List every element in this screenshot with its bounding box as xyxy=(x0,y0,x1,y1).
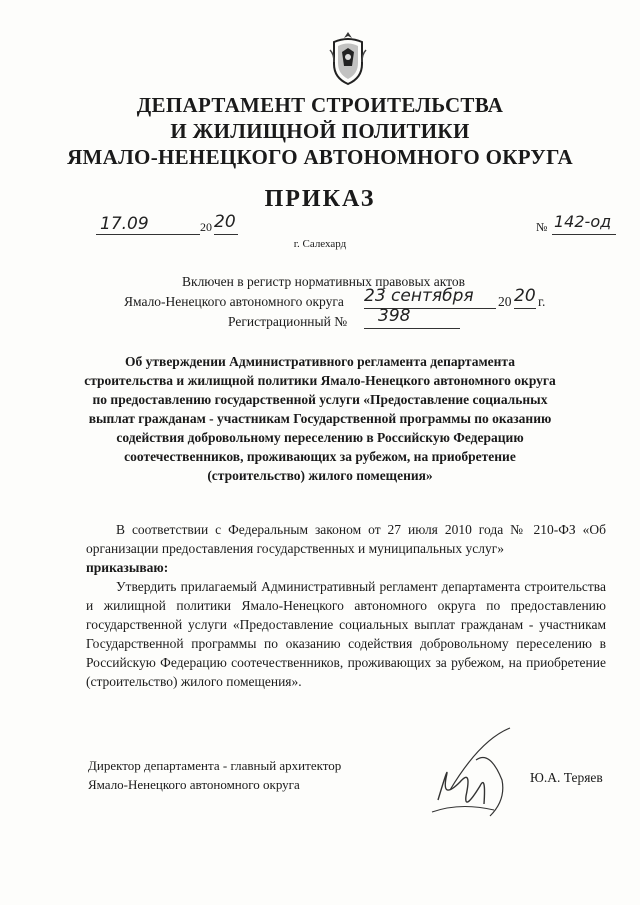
coat-of-arms-icon xyxy=(328,30,368,86)
handwritten-signature-icon xyxy=(420,720,530,830)
order-year-prefix: 20 xyxy=(200,220,212,234)
body-paragraph-2: Утвердить прилагаемый Административный регламент департамента строительства и жилищной политики Ямало-Ненецкого автономного округа по предоставлению государственной услуги «Предоставление социальных выплат гражданам - участникам Государственной программы по оказанию содействия добровольному переселению в Российскую Федерацию соотечественников, проживающих за рубежом, на приобретение (строительство) жилого помещения». xyxy=(86,579,606,689)
subject-line-5: содействия добровольному переселению в Российскую Федерацию xyxy=(116,430,524,445)
subject-line-2: строительства и жилищной политики Ямало-Ненецкого автономного округа xyxy=(84,373,556,388)
subject-line-7: (строительство) жилого помещения» xyxy=(207,468,433,483)
registration-year-suffix: г. xyxy=(538,294,546,309)
order-title: ПРИКАЗ xyxy=(264,186,376,212)
registration-number-label: Регистрационный № xyxy=(228,314,348,329)
signatory-name: Ю.А. Теряев xyxy=(530,770,603,785)
order-date-handwritten: 17.09 xyxy=(100,214,149,234)
signatory-title-line-2: Ямало-Ненецкого автономного округа xyxy=(88,777,300,792)
department-header xyxy=(60,92,580,170)
document-body xyxy=(86,520,606,691)
registration-block xyxy=(120,272,580,332)
registration-year-prefix: 20 xyxy=(498,294,512,309)
dept-line-3: ЯМАЛО-НЕНЕЦКОГО АВТОНОМНОГО ОКРУГА xyxy=(67,145,573,169)
order-number-handwritten: 142-од xyxy=(554,212,612,231)
registration-line-1: Включен в регистр нормативных правовых актов xyxy=(182,274,466,289)
document-subject xyxy=(70,352,570,485)
signatory-title-line-1: Директор департамента - главный архитектор xyxy=(88,758,342,773)
order-number-prefix: № xyxy=(536,220,548,234)
order-directive: приказываю: xyxy=(86,560,169,575)
order-number xyxy=(536,212,618,238)
subject-line-3: по предоставлению государственной услуги «Предоставление социальных xyxy=(92,392,548,407)
order-year-handwritten: 20 xyxy=(214,212,236,232)
registration-region: Ямало-Ненецкого автономного округа xyxy=(124,294,344,309)
dept-line-1: ДЕПАРТАМЕНТ СТРОИТЕЛЬСТВА xyxy=(136,93,504,117)
subject-line-4: выплат гражданам - участникам Государственной программы по оказанию xyxy=(88,411,552,426)
subject-line-1: Об утверждении Административного регламента департамента xyxy=(125,354,515,369)
order-date xyxy=(96,212,246,238)
registration-line-2 xyxy=(120,286,580,312)
registration-number-handwritten: 398 xyxy=(378,306,411,326)
body-paragraph-1: В соответствии с Федеральным законом от 27 июля 2010 года № 210-ФЗ «Об организации предоставления государственных и муниципальных услуг» xyxy=(86,522,606,556)
registration-line-3 xyxy=(120,306,580,332)
registration-year-handwritten: 20 xyxy=(514,286,536,306)
dept-line-2: И ЖИЛИЩНОЙ ПОЛИТИКИ xyxy=(170,119,470,143)
signatory-title xyxy=(88,756,341,794)
city-label: г. Салехард xyxy=(293,238,347,250)
registration-date-handwritten: 23 сентября xyxy=(364,286,474,306)
subject-line-6: соотечественников, проживающих за рубежом, на приобретение xyxy=(124,449,516,464)
